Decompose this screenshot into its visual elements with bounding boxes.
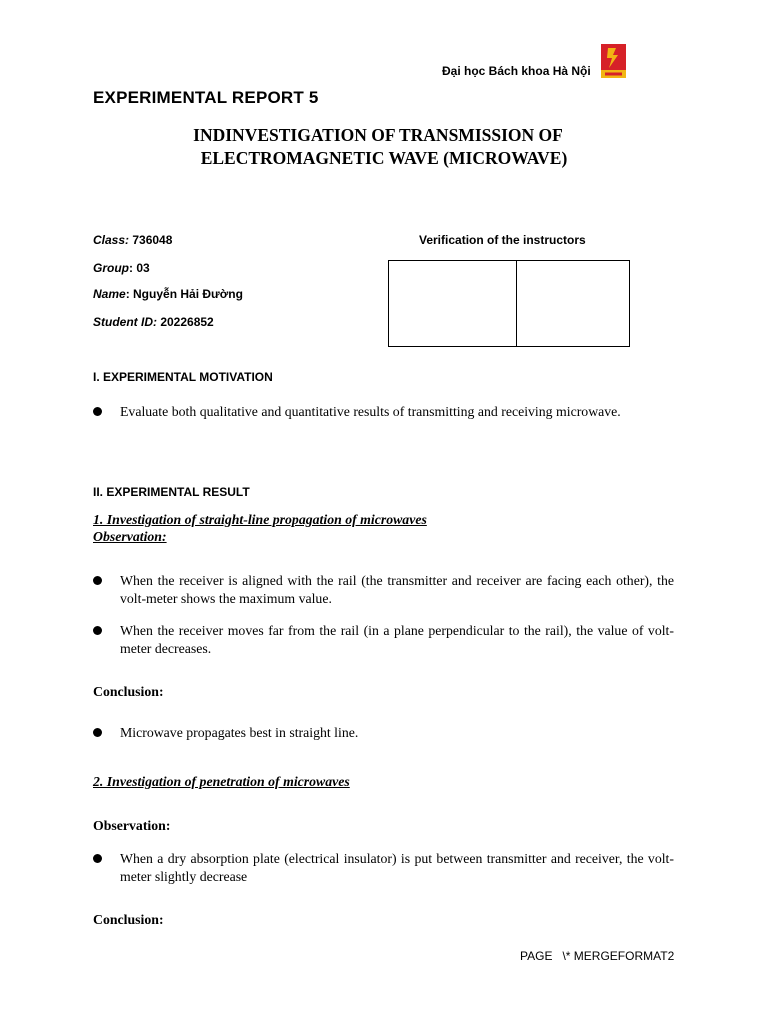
main-title-line-2: ELECTROMAGNETIC WAVE (MICROWAVE) xyxy=(200,148,568,168)
bullet-text: Evaluate both qualitative and quantitative results of transmitting and receiving microwave. xyxy=(120,404,621,419)
bullet-item xyxy=(93,622,674,657)
bullet-text: When the receiver moves far from the rail (in a plane perpendicular to the rail), the value of volt-meter decreases. xyxy=(120,623,674,656)
class-label: Class: xyxy=(93,233,130,247)
student-id-value: 20226852 xyxy=(157,315,214,329)
group-label: Group xyxy=(93,261,129,275)
bullet-text: When the receiver is aligned with the rail (the transmitter and receiver are facing each other), the volt-meter shows the maximum value. xyxy=(120,573,674,606)
university-name: Đại học Bách khoa Hà Nội xyxy=(442,64,591,78)
bullet-item xyxy=(93,403,674,421)
main-title-line-1: INDINVESTIGATION OF TRANSMISSION OF xyxy=(193,125,563,145)
verification-cell-left xyxy=(389,261,517,346)
bullet-text: Microwave propagates best in straight line. xyxy=(120,725,359,740)
subsection-title-1: 1. Investigation of straight-line propagation of microwaves xyxy=(93,512,427,527)
verification-cell-right xyxy=(517,261,629,346)
bullet-dot-icon xyxy=(93,626,102,635)
verification-label: Verification of the instructors xyxy=(419,233,586,247)
student-id-field xyxy=(93,315,214,329)
main-title xyxy=(0,124,768,170)
conclusion-label-2: Conclusion: xyxy=(93,912,164,927)
bullet-item xyxy=(93,724,674,742)
verification-table xyxy=(388,260,630,347)
bullet-text: When a dry absorption plate (electrical insulator) is put between transmitter and receiver, the volt-meter slightly decrease xyxy=(120,851,674,884)
observation-label-2: Observation: xyxy=(93,818,171,833)
page-footer: PAGE \* MERGEFORMAT2 xyxy=(520,949,675,963)
section-heading-motivation: I. EXPERIMENTAL MOTIVATION xyxy=(93,370,273,384)
bullet-dot-icon xyxy=(93,728,102,737)
class-field xyxy=(93,233,172,247)
group-field xyxy=(93,261,150,275)
name-value: : Nguyễn Hải Đường xyxy=(125,287,243,301)
name-field xyxy=(93,287,243,301)
student-id-label: Student ID: xyxy=(93,315,157,329)
bullet-dot-icon xyxy=(93,576,102,585)
bullet-item xyxy=(93,572,674,607)
observation-label-1: Observation: xyxy=(93,529,167,544)
name-label: Name xyxy=(93,287,126,301)
report-title: EXPERIMENTAL REPORT 5 xyxy=(93,88,319,107)
bullet-item xyxy=(93,850,674,885)
group-value: : 03 xyxy=(129,261,150,275)
university-logo-icon xyxy=(601,44,626,78)
conclusion-label-1: Conclusion: xyxy=(93,684,164,699)
bullet-dot-icon xyxy=(93,407,102,416)
section-heading-result: II. EXPERIMENTAL RESULT xyxy=(93,485,250,499)
bullet-dot-icon xyxy=(93,854,102,863)
subsection-title-2: 2. Investigation of penetration of microwaves xyxy=(93,774,350,789)
class-value: 736048 xyxy=(129,233,173,247)
